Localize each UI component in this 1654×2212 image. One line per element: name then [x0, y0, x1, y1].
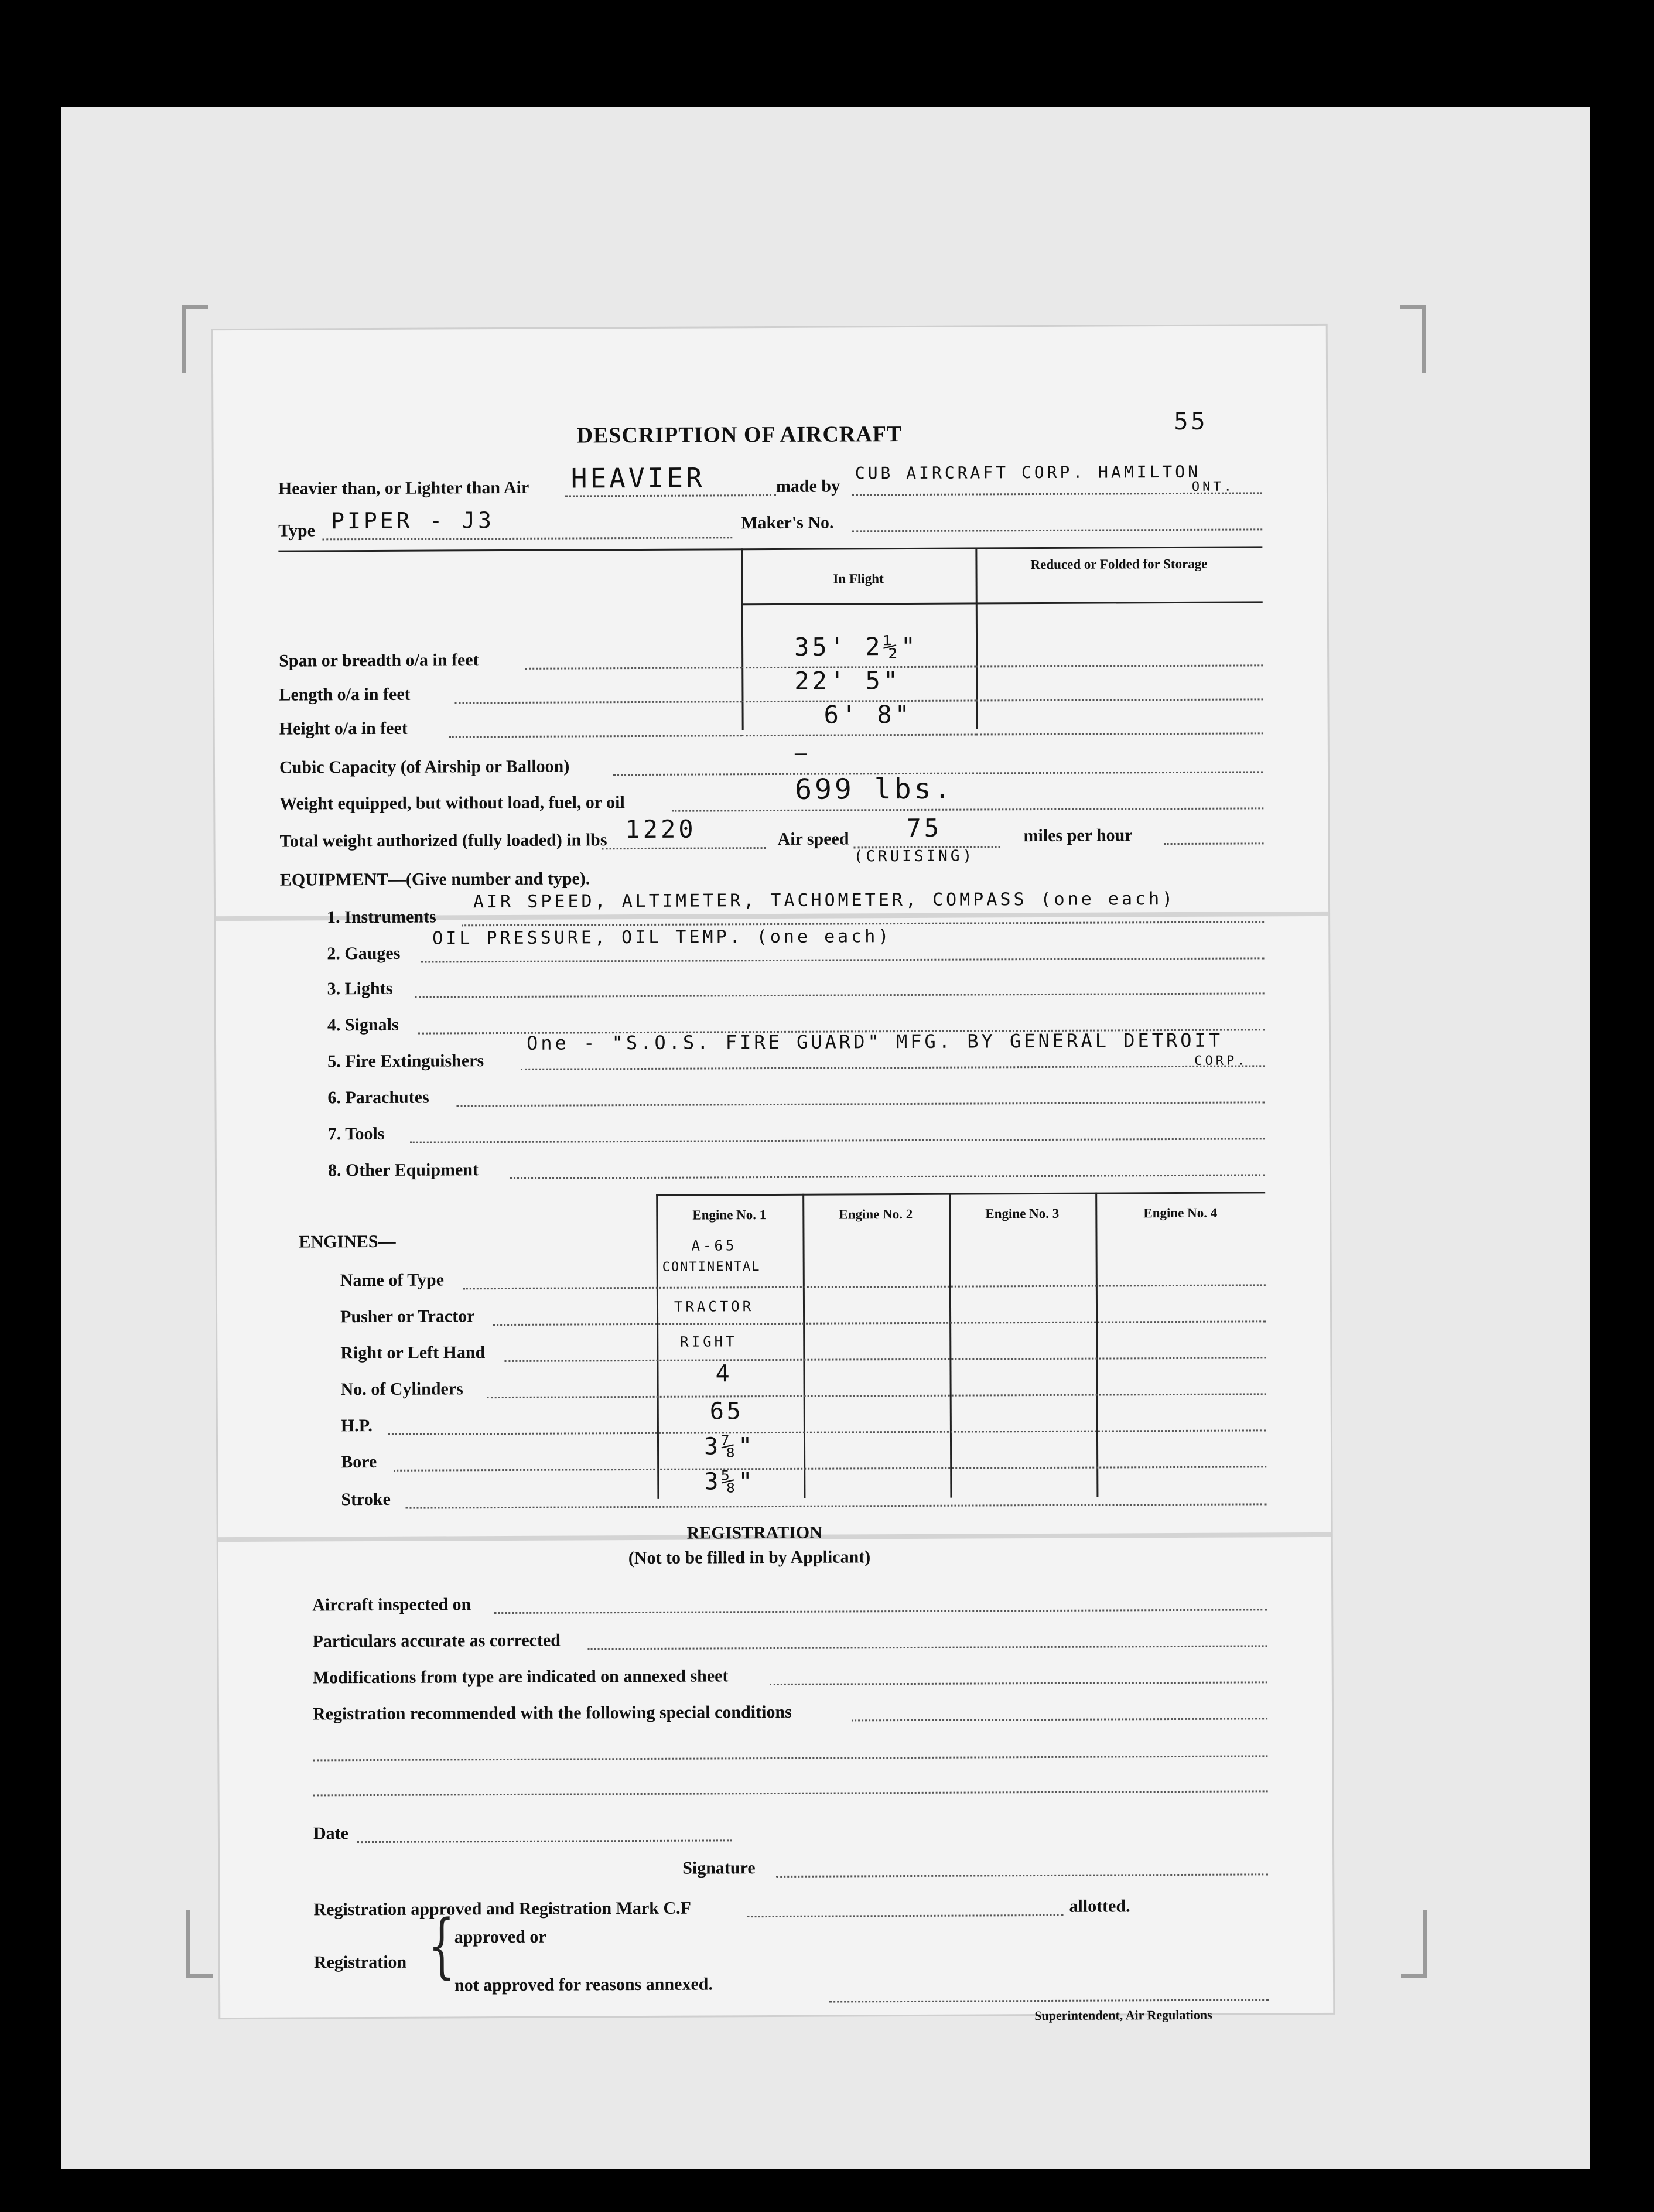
label-equipment: EQUIPMENT—(Give number and type). — [279, 869, 590, 890]
label-instruments: 1. Instruments — [327, 907, 436, 927]
label-superintendent: Superintendent, Air Regulations — [1034, 2007, 1212, 2023]
label-modifications: Modifications from type are indicated on annexed sheet — [312, 1666, 729, 1688]
label-fire: 5. Fire Extinguishers — [327, 1051, 484, 1071]
label-allotted: allotted. — [1069, 1896, 1130, 1916]
header-engine-2: Engine No. 2 — [839, 1206, 913, 1222]
brace: { — [428, 1905, 456, 1987]
value-made-by-2: ONT. — [1191, 479, 1235, 494]
label-mph: miles per hour — [1023, 825, 1133, 846]
value-weight: 699 lbs. — [795, 772, 954, 806]
label-cubic: Cubic Capacity (of Airship or Balloon) — [279, 756, 570, 777]
label-gauges: 2. Gauges — [327, 943, 401, 964]
header-engine-3: Engine No. 3 — [985, 1206, 1060, 1221]
label-recommended: Registration recommended with the following special conditions — [312, 1702, 792, 1724]
value-gauges: OIL PRESSURE, OIL TEMP. (one each) — [432, 926, 892, 949]
header-reduced: Reduced or Folded for Storage — [1030, 556, 1208, 572]
label-cylinders: No. of Cylinders — [340, 1379, 463, 1399]
registration-heading: REGISTRATION — [686, 1523, 822, 1543]
label-length: Length o/a in feet — [279, 684, 411, 705]
label-accurate: Particulars accurate as corrected — [312, 1630, 561, 1651]
value-fire-2: CORP. — [1194, 1053, 1248, 1069]
value-cruising: (CRUISING) — [853, 847, 975, 866]
label-type: Type — [278, 521, 316, 541]
label-weight-equipped: Weight equipped, but without load, fuel, or oil — [279, 793, 625, 814]
crop-mark-bottom-left — [186, 1910, 213, 1978]
form-title: DESCRIPTION OF AIRCRAFT — [576, 422, 903, 448]
label-signals: 4. Signals — [327, 1015, 399, 1035]
engine1-name-type-1: A-65 — [691, 1237, 737, 1254]
label-hp: H.P. — [340, 1415, 373, 1436]
registration-subheading: (Not to be filled in by Applicant) — [628, 1547, 871, 1568]
header-engine-4: Engine No. 4 — [1143, 1205, 1218, 1221]
label-bore: Bore — [341, 1452, 377, 1472]
engine1-hand: RIGHT — [680, 1333, 737, 1350]
label-pusher: Pusher or Tractor — [340, 1306, 475, 1327]
header-engine-1: Engine No. 1 — [692, 1207, 767, 1223]
engine1-hp: 65 — [709, 1398, 744, 1425]
corner-note: 55 — [1174, 408, 1208, 436]
value-heavier: HEAVIER — [570, 462, 705, 494]
label-total-weight: Total weight authorized (fully loaded) in lbs — [279, 830, 607, 851]
engine1-stroke: 3⅝" — [704, 1468, 756, 1496]
crop-mark-top-left — [182, 305, 208, 373]
engine1-name-type-2: CONTINENTAL — [662, 1259, 761, 1275]
label-stroke: Stroke — [341, 1489, 391, 1510]
value-length: 22' 5" — [794, 666, 901, 695]
value-air-speed: 75 — [906, 813, 942, 843]
label-name-type: Name of Type — [340, 1270, 445, 1291]
crop-mark-top-right — [1400, 305, 1426, 373]
header-in-flight: In Flight — [833, 571, 884, 586]
label-span: Span or breadth o/a in feet — [279, 650, 479, 671]
label-signature: Signature — [682, 1858, 756, 1878]
value-span: 35' 2½" — [794, 631, 919, 661]
label-parachutes: 6. Parachutes — [327, 1087, 429, 1108]
value-fire: One - "S.O.S. FIRE GUARD" MFG. BY GENERAL DETROIT — [526, 1029, 1224, 1054]
label-engines: ENGINES— — [299, 1231, 396, 1252]
label-makers-no: Maker's No. — [741, 513, 834, 533]
label-date: Date — [313, 1824, 348, 1844]
label-approved-or: approved or — [454, 1927, 546, 1947]
value-height: 6' 8" — [823, 699, 913, 729]
label-inspected: Aircraft inspected on — [312, 1595, 471, 1615]
value-instruments: AIR SPEED, ALTIMETER, TACHOMETER, COMPASS (one each) — [473, 888, 1176, 913]
aircraft-form — [213, 326, 1334, 2023]
label-approved-mark: Registration approved and Registration Mark C.F — [313, 1898, 691, 1920]
engine1-pusher: TRACTOR — [674, 1298, 754, 1315]
label-hand: Right or Left Hand — [340, 1343, 486, 1363]
label-air-speed: Air speed — [777, 829, 849, 849]
crop-mark-bottom-right — [1401, 1910, 1427, 1978]
label-registration: Registration — [313, 1952, 407, 1972]
label-lights: 3. Lights — [327, 978, 393, 999]
label-not-approved: not approved for reasons annexed. — [454, 1974, 713, 1995]
label-tools: 7. Tools — [327, 1124, 385, 1144]
label-made-by: made by — [775, 476, 840, 496]
label-other: 8. Other Equipment — [327, 1160, 479, 1180]
value-cubic: — — [794, 741, 810, 765]
value-total-weight: 1220 — [625, 814, 696, 844]
engine1-bore: 3⅞" — [703, 1433, 756, 1460]
label-heavier: Heavier than, or Lighter than Air — [278, 477, 529, 499]
engine1-cylinders: 4 — [715, 1360, 733, 1388]
value-made-by: CUB AIRCRAFT CORP. HAMILTON — [855, 462, 1201, 483]
value-type: PIPER - J3 — [331, 507, 495, 534]
label-height: Height o/a in feet — [279, 718, 408, 739]
